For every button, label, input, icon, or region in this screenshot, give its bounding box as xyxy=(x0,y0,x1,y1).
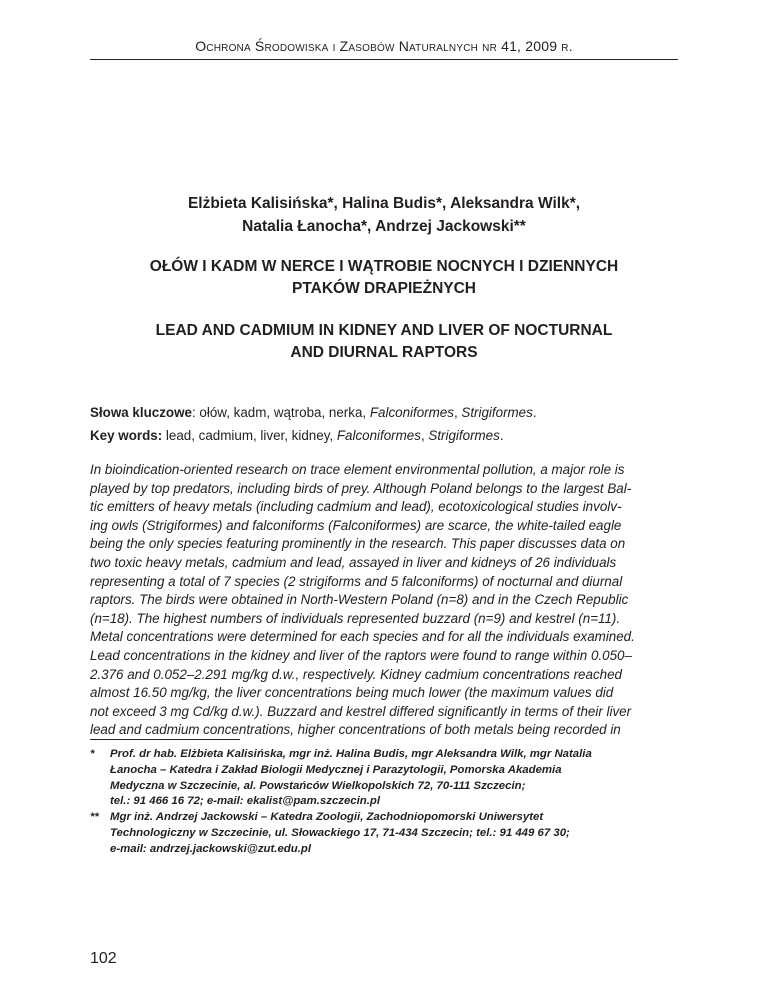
abstract-line: raptors. The birds were obtained in North-Western Poland (n=8) and in the Czech Republic xyxy=(90,592,629,608)
keywords-english-label: Key words: xyxy=(90,428,163,443)
footnote-affiliation-2 xyxy=(90,810,678,857)
keywords-polish-term-2: Strigiformes xyxy=(461,405,533,420)
abstract-line: two toxic heavy metals, cadmium and lead, assayed in liver and kidneys of 26 individuals xyxy=(90,555,617,570)
keywords-polish-separator: , xyxy=(453,405,462,420)
keywords-english-end: . xyxy=(499,428,504,443)
polish-title-line-2: PTAKÓW DRAPIEŻNYCH xyxy=(292,280,476,297)
header-rule xyxy=(90,59,678,60)
footnote-line: Medyczna w Szczecinie, al. Powstańców Wielkopolskich 72, 70-111 Szczecin; xyxy=(110,779,526,792)
footnote-marker: * xyxy=(90,748,95,760)
keywords-english xyxy=(90,428,678,443)
page-number: 102 xyxy=(90,950,117,967)
footnote-line: Technologiczny w Szczecinie, ul. Słowackiego 17, 71-434 Szczecin; tel.: 91 449 67 30; xyxy=(110,826,570,839)
author-list xyxy=(90,192,678,238)
keywords-english-term-1: Falconiformes xyxy=(336,428,421,443)
footnote-rule xyxy=(90,739,240,740)
footnote-line: tel.: 91 466 16 72; e-mail: ekalist@pam.szczecin.pl xyxy=(110,795,381,808)
footnote-affiliation-1 xyxy=(90,747,678,810)
abstract-line: representing a total of 7 species (2 strigiforms and 5 falconiforms) of nocturnal and diurnal xyxy=(90,573,623,589)
footnotes xyxy=(90,747,678,858)
english-title-line-1: LEAD AND CADMIUM IN KIDNEY AND LIVER OF NOCTURNAL xyxy=(155,322,613,339)
english-title-line-2: AND DIURNAL RAPTORS xyxy=(290,344,478,361)
author-line-2: Natalia Łanocha*, Andrzej Jackowski** xyxy=(242,218,526,235)
polish-title-line-1: OŁÓW I KADM W NERCE I WĄTROBIE NOCNYCH I DZIENNYCH xyxy=(149,258,619,275)
english-title xyxy=(90,320,678,364)
keywords-polish-end: . xyxy=(532,405,537,420)
abstract-line: being the only species featuring prominently in the research. This paper discusses data on xyxy=(90,536,626,552)
abstract-line: ing owls (Strigiformes) and falconiforms (Falconiformes) are scarce, the white-tailed eagle xyxy=(90,517,622,533)
keywords-english-separator: , xyxy=(420,428,429,443)
abstract-line: lead and cadmium concentrations, higher concentrations of both metals being recorded in xyxy=(90,722,621,738)
abstract-line: almost 16.50 mg/kg, the liver concentrations being much lower (the maximum values did xyxy=(90,685,614,701)
keywords-english-term-2: Strigiformes xyxy=(428,428,500,443)
keywords-polish-label: Słowa kluczowe xyxy=(90,405,192,420)
footnote-marker: ** xyxy=(90,811,99,824)
abstract-line: not exceed 3 mg Cd/kg d.w.). Buzzard and kestrel differed significantly in terms of their liver xyxy=(90,703,632,719)
footnote-line: e-mail: andrzej.jackowski@zut.edu.pl xyxy=(110,842,311,855)
keywords-polish xyxy=(90,405,678,420)
footnote-line: Łanocha – Katedra i Zakład Biologii Medycznej i Parazytologii, Pomorska Akademia xyxy=(110,763,562,776)
keywords-polish-text: : ołów, kadm, wątroba, nerka, xyxy=(191,405,370,420)
abstract-line: In bioindication-oriented research on trace element environmental pollution, a major role is xyxy=(90,462,625,477)
keywords-english-text: lead, cadmium, liver, kidney, xyxy=(162,428,337,443)
author-line-1: Elżbieta Kalisińska*, Halina Budis*, Aleksandra Wilk*, xyxy=(187,195,581,212)
abstract-line: 2.376 and 0.052–2.291 mg/kg d.w., respectively. Kidney cadmium concentrations reached xyxy=(90,666,622,682)
abstract-line: Lead concentrations in the kidney and liver of the raptors were found to range within 0.050– xyxy=(90,648,632,663)
running-head: Ochrona Środowiska i Zasobów Naturalnych nr 41, 2009 r. xyxy=(195,38,573,54)
abstract-line: played by top predators, including birds of prey. Although Poland belongs to the largest Bal- xyxy=(90,480,632,496)
abstract-line: tic emitters of heavy metals (including cadmium and lead), ecotoxicological studies involv- xyxy=(90,499,622,515)
polish-title xyxy=(90,256,678,300)
abstract-line: (n=18). The highest numbers of individuals represented buzzard (n=9) and kestrel (n=11). xyxy=(90,610,621,626)
keywords-polish-term-1: Falconiformes xyxy=(369,405,454,420)
footnote-line: Mgr inż. Andrzej Jackowski – Katedra Zoologii, Zachodniopomorski Uniwersytet xyxy=(110,811,544,824)
abstract-line: Metal concentrations were determined for each species and for all the individuals examined. xyxy=(90,629,635,645)
footnote-line: Prof. dr hab. Elżbieta Kalisińska, mgr inż. Halina Budis, mgr Aleksandra Wilk, mgr Natalia xyxy=(110,748,592,760)
